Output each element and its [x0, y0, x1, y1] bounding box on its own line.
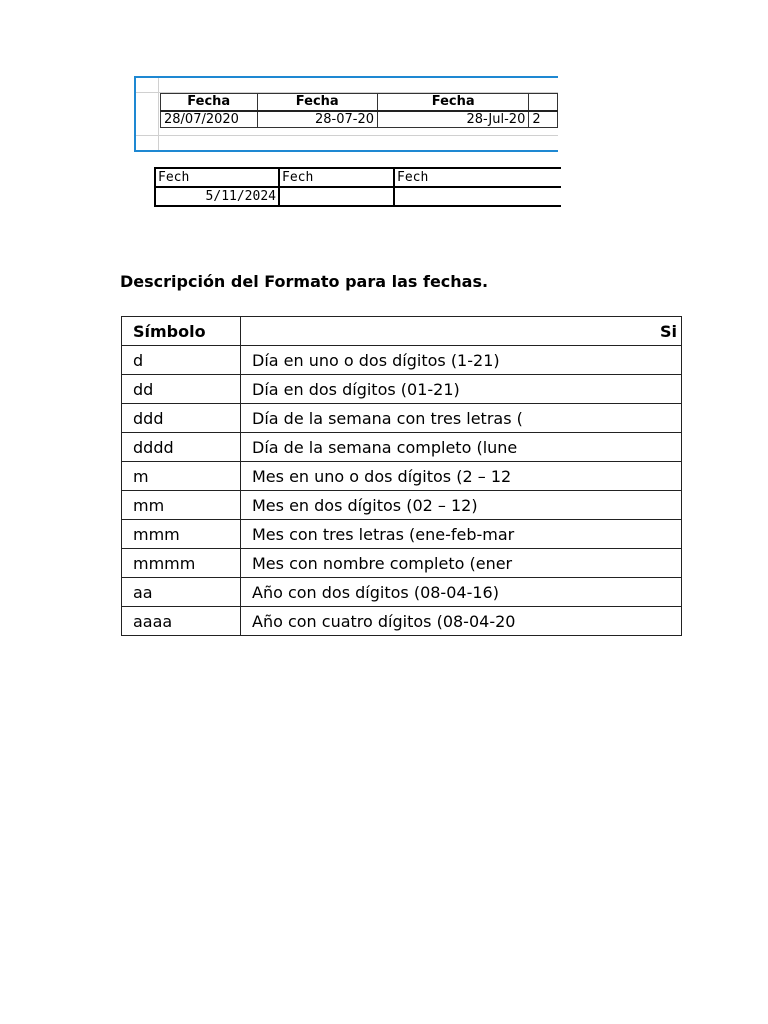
symbol-cell: aaaa — [122, 607, 241, 636]
value-cell: 28-Jul-20 — [378, 111, 529, 128]
description-cell: Día en uno o dos dígitos (1-21) — [241, 346, 682, 375]
spreadsheet-image — [134, 76, 558, 152]
grid-line — [136, 135, 558, 136]
date-examples-table — [160, 93, 558, 128]
symbol-cell: dddd — [122, 433, 241, 462]
symbol-cell: mm — [122, 491, 241, 520]
header-cell: Fecha — [161, 94, 258, 111]
symbol-cell: mmmm — [122, 549, 241, 578]
value-cell: 2 — [529, 111, 558, 128]
value-cell[interactable] — [394, 187, 561, 206]
description-cell: Día de la semana con tres letras ( — [241, 404, 682, 433]
description-cell: Mes en uno o dos dígitos (2 – 12 — [241, 462, 682, 491]
symbol-cell: aa — [122, 578, 241, 607]
table-row — [122, 520, 682, 549]
description-cell: Mes con tres letras (ene-feb-mar — [241, 520, 682, 549]
description-cell: Año con dos dígitos (08-04-16) — [241, 578, 682, 607]
value-cell[interactable] — [279, 187, 394, 206]
symbol-cell: ddd — [122, 404, 241, 433]
table-row — [122, 346, 682, 375]
grid-line — [158, 78, 159, 150]
header-cell: Fecha — [257, 94, 377, 111]
value-cell[interactable]: 5/11/2024 — [155, 187, 279, 206]
description-cell: Día en dos dígitos (01-21) — [241, 375, 682, 404]
header-cell[interactable]: Fech — [279, 168, 394, 187]
description-cell: Año con cuatro dígitos (08-04-20 — [241, 607, 682, 636]
table-row — [122, 462, 682, 491]
table-row — [161, 111, 558, 128]
header-cell-meaning: Si — [241, 317, 682, 346]
table-row — [122, 491, 682, 520]
format-table — [121, 316, 682, 636]
header-cell[interactable]: Fech — [155, 168, 279, 187]
fech-table — [154, 167, 561, 207]
format-table-container — [121, 316, 677, 640]
table-row — [161, 94, 558, 111]
header-cell — [529, 94, 558, 111]
value-cell: 28/07/2020 — [161, 111, 258, 128]
table-row — [122, 404, 682, 433]
description-cell: Día de la semana completo (lune — [241, 433, 682, 462]
symbol-cell: d — [122, 346, 241, 375]
header-cell: Fecha — [378, 94, 529, 111]
symbol-cell: dd — [122, 375, 241, 404]
table-row — [122, 433, 682, 462]
table-row — [155, 168, 561, 187]
section-heading: Descripción del Formato para las fechas. — [120, 272, 489, 291]
symbol-cell: mmm — [122, 520, 241, 549]
table-row — [122, 607, 682, 636]
header-cell-symbol: Símbolo — [122, 317, 241, 346]
table-row — [155, 187, 561, 206]
description-cell: Mes con nombre completo (ener — [241, 549, 682, 578]
symbol-cell: m — [122, 462, 241, 491]
value-cell: 28-07-20 — [257, 111, 377, 128]
header-cell[interactable]: Fech — [394, 168, 561, 187]
table-row — [122, 578, 682, 607]
description-cell: Mes en dos dígitos (02 – 12) — [241, 491, 682, 520]
table-row — [122, 549, 682, 578]
table-row — [122, 375, 682, 404]
table-header-row — [122, 317, 682, 346]
